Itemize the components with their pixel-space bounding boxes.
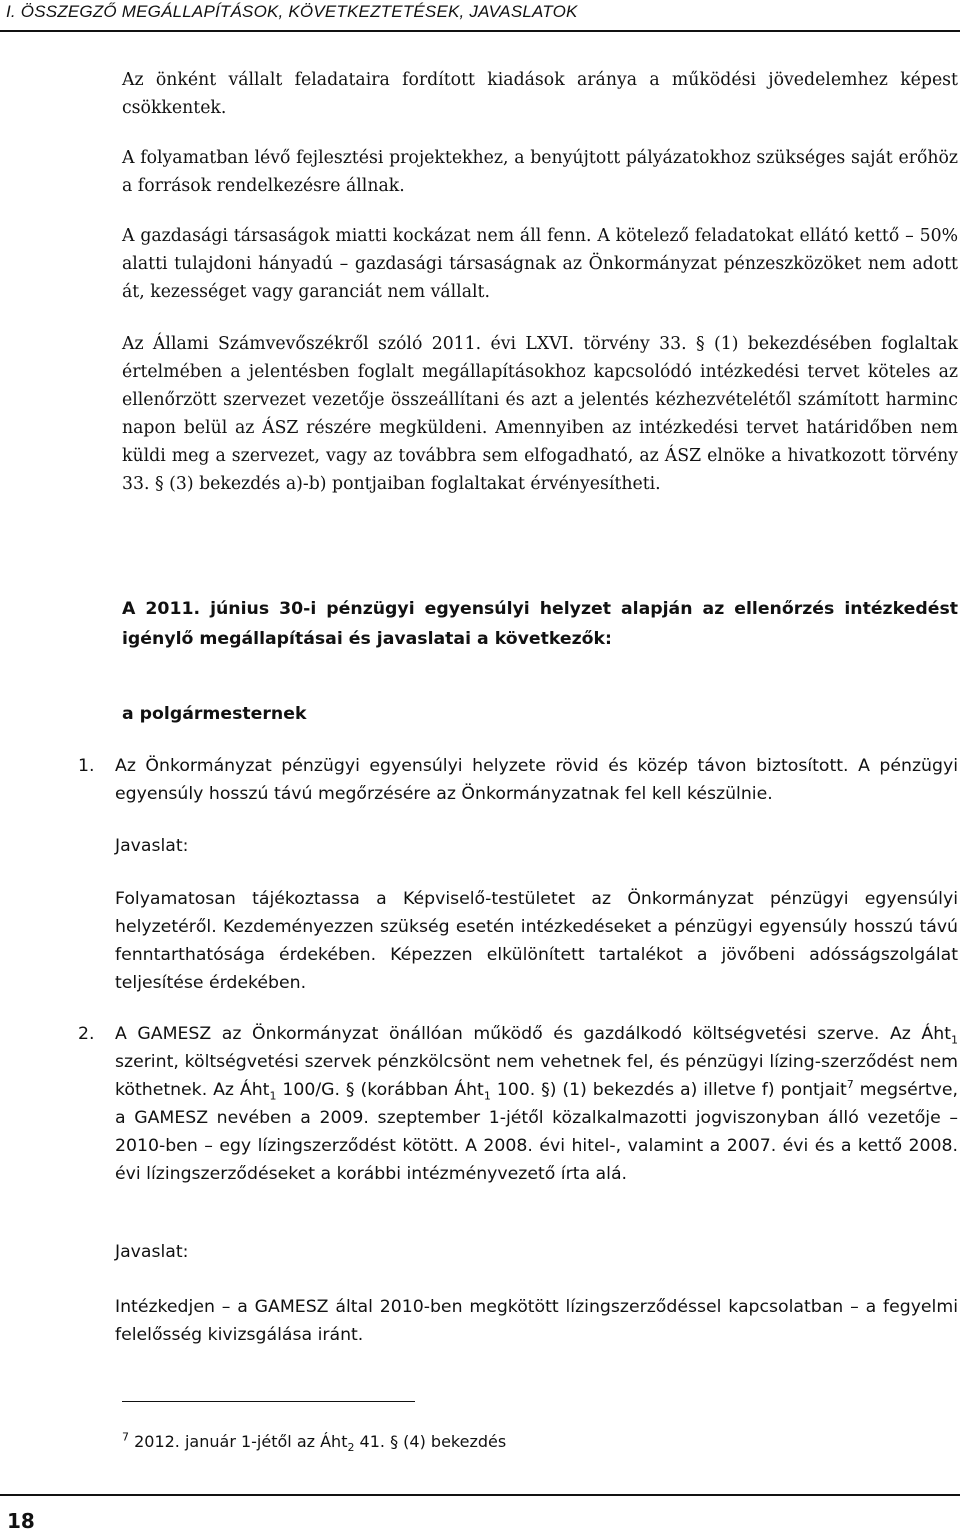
text-run: 100. §) (1) bekezdés a) illetve f) pontjait — [490, 1080, 847, 1100]
footnote-separator — [122, 1401, 415, 1402]
footer-rule — [0, 1494, 960, 1496]
item-number: 1. — [78, 756, 95, 776]
text-run: 100/G. § (korábban Áht — [276, 1080, 484, 1100]
subscript: 1 — [269, 1089, 277, 1103]
page-number: 18 — [7, 1509, 35, 1533]
javaslat-label: Javaslat: — [115, 836, 189, 856]
running-header: I. ÖSSZEGZŐ MEGÁLLAPÍTÁSOK, KÖVETKEZTETÉSEK, JAVASLATOK — [6, 2, 578, 21]
footnote-marker: 7 — [122, 1430, 129, 1444]
javaslat-label: Javaslat: — [115, 1242, 189, 1262]
recommendation-text: Intézkedjen – a GAMESZ által 2010-ben megkötött lízingszerződéssel kapcsolatban – a fegyelmi felelősség kivizsgálása iránt. — [115, 1297, 958, 1345]
finding-paragraph: A folyamatban lévő fejlesztési projektekhez, a benyújtott pályázatokhoz szükséges saját erőhöz a források rendelkezésre állnak. — [122, 148, 958, 196]
item-finding-text — [115, 1020, 958, 1188]
footnote-text: 2012. január 1-jétől az Áht — [129, 1432, 348, 1451]
section-heading: A 2011. június 30-i pénzügyi egyensúlyi helyzet alapján az ellenőrzés intézkedést igénylő megállapításai és javaslatai a következők: — [122, 599, 958, 649]
footnote-text: 41. § (4) bekezdés — [354, 1432, 507, 1451]
subscript: 1 — [483, 1089, 491, 1103]
item-number: 2. — [78, 1024, 95, 1044]
addressee-subheading: a polgármesternek — [122, 704, 307, 724]
text-run: megsértve, a GAMESZ nevében a 2009. szeptember 1-jétől közalkalmazotti jogviszonyban álló vezetője – 2010-ben – egy lízingszerződést kötött. A 2008. évi hitel-, valamint a 2007. évi és a kettő 2008. évi lízingszerződéseket a korábbi intézményvezető írta alá. — [115, 1080, 958, 1184]
subscript: 2 — [347, 1441, 355, 1455]
footnote — [122, 1429, 506, 1455]
text-run: A GAMESZ az Önkormányzat önállóan működő és gazdálkodó költségvetési szerve. Az Áht — [115, 1024, 951, 1044]
finding-paragraph: A gazdasági társaságok miatti kockázat nem áll fenn. A kötelező feladatokat ellátó kettő – 50% alatti tulajdoni hányadú – gazdasági társaságnak az Önkormányzat pénzeszközöket nem adott át, kezességet vagy garanciát nem vállalt. — [122, 226, 958, 302]
subscript: 1 — [951, 1033, 958, 1047]
finding-paragraph: Az önként vállalt feladataira fordított kiadások aránya a működési jövedelemhez képest csökkentek. — [122, 70, 958, 118]
text-run: szerint, költségvetési szervek pénzkölcsönt nem vehetnek fel, és pénzügyi lízing-szerződést nem köthetnek. Az Áht — [115, 1052, 958, 1100]
footnote-reference[interactable]: 7 — [846, 1078, 854, 1092]
header-rule — [0, 30, 960, 32]
recommendation-text: Folyamatosan tájékoztassa a Képviselő-testületet az Önkormányzat pénzügyi egyensúlyi helyzetéről. Kezdeményezzen szükség esetén intézkedéseket a pénzügyi egyensúly hosszú távú fenntarthatósága érdekében. Képezzen elkülönített tartalékot a jövőbeni adósságszolgálat teljesítése érdekében. — [115, 889, 958, 993]
legal-notice-paragraph: Az Állami Számvevőszékről szóló 2011. évi LXVI. törvény 33. § (1) bekezdésében foglaltak értelmében a jelentésben foglalt megállapításokhoz kapcsolódó intézkedési tervet köteles az ellenőrzött szervezet vezetője összeállítani és azt a jelentés kézhezvételétől számított harminc napon belül az ÁSZ részére megküldeni. Amennyiben az intézkedési tervet határidőben nem küldi meg a szervezet, vagy az továbbra sem elfogadható, az ÁSZ elnöke a hivatkozott törvény 33. § (3) bekezdés a)-b) pontjaiban foglaltakat érvényesítheti. — [122, 334, 958, 494]
item-finding-text: Az Önkormányzat pénzügyi egyensúlyi helyzete rövid és közép távon biztosított. A pénzügyi egyensúly hosszú távú megőrzésére az Önkormányzatnak fel kell készülnie. — [115, 756, 958, 804]
